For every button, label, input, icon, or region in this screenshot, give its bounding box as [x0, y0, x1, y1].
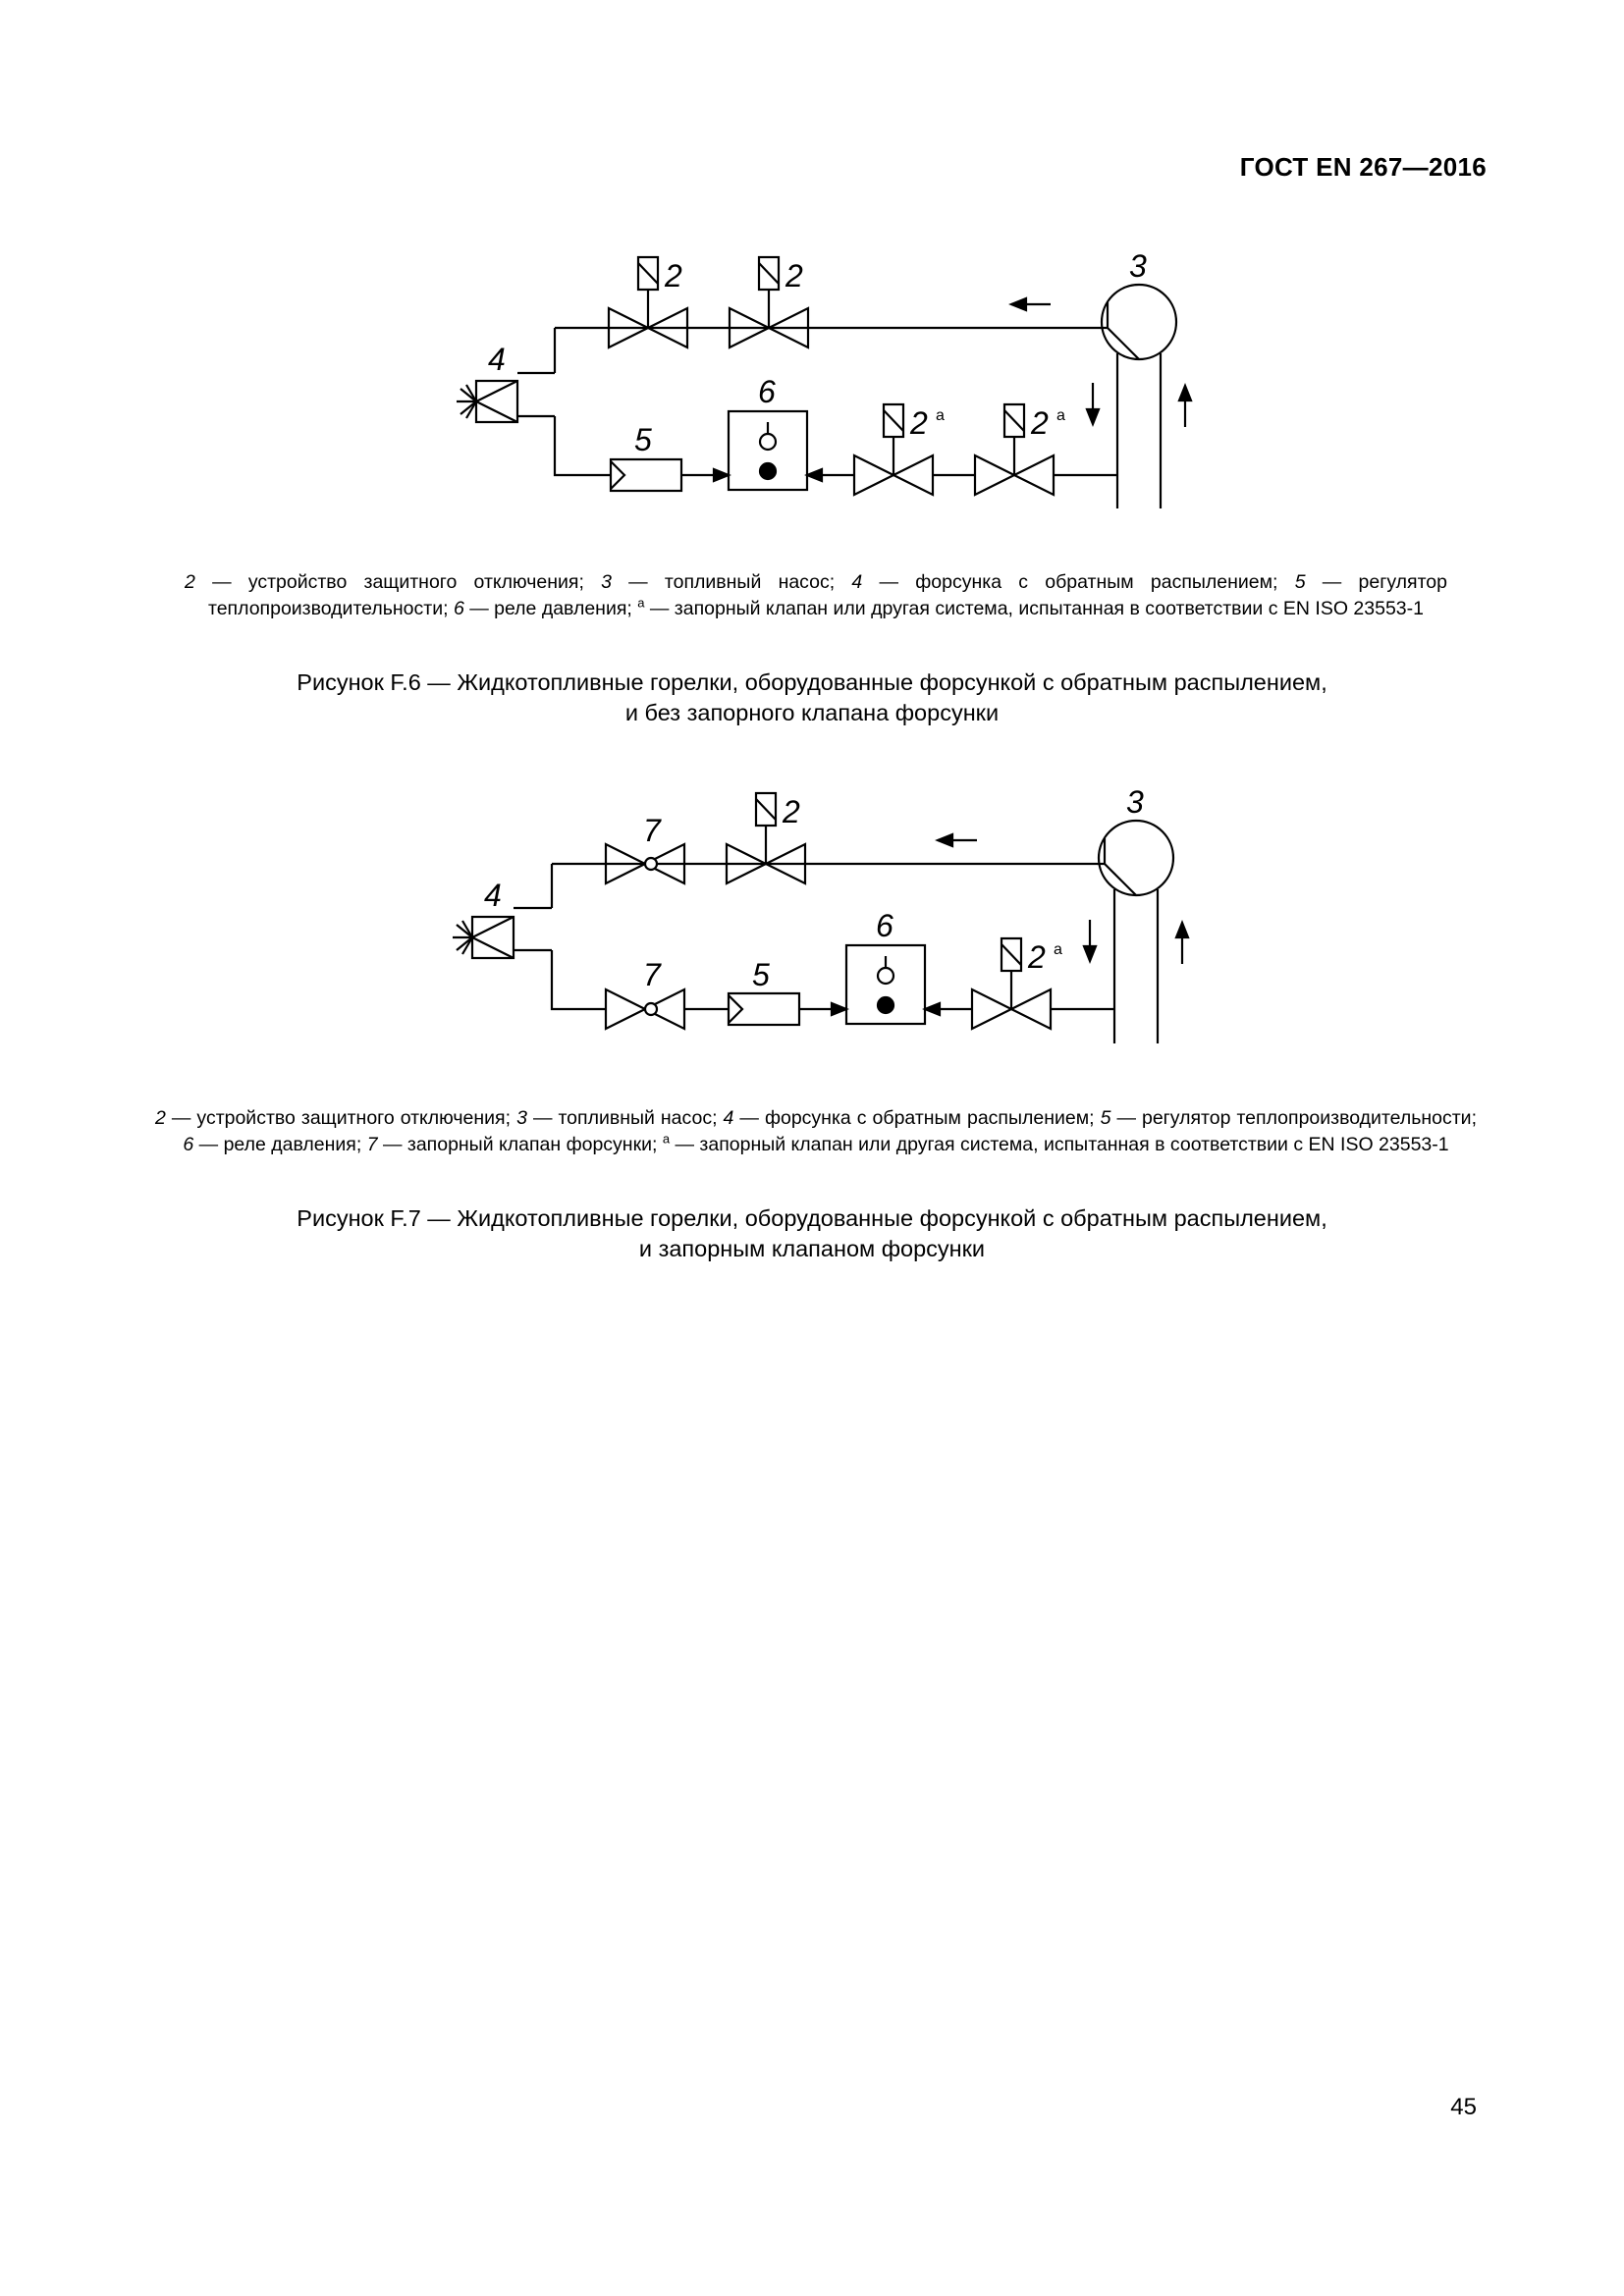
legend-item-text: — реле давления;	[193, 1134, 367, 1155]
fuel-pump	[1099, 821, 1173, 895]
return-nozzle	[457, 381, 517, 422]
caption-line: Рисунок F.6 — Жидкотопливные горелки, оборудованные форсункой с обратным распылением,	[297, 669, 1327, 695]
document-header: ГОСТ EN 267—2016	[1239, 152, 1487, 182]
legend-item-text: — запорный клапан форсунки;	[377, 1134, 663, 1155]
footnote-mark: а	[1054, 941, 1062, 958]
footnote-mark: а	[1056, 407, 1065, 424]
label-pump: 3	[1129, 248, 1147, 284]
figure-f6-legend	[185, 569, 1447, 622]
legend-item-number: 3	[601, 571, 612, 593]
figure-f6-caption	[147, 667, 1477, 728]
flow-arrow-right	[832, 1003, 846, 1015]
legend-item-text: — топливный насос;	[611, 571, 852, 593]
flow-arrow-up	[1179, 386, 1191, 427]
legend-item-number: 6	[183, 1134, 194, 1155]
legend-item-footnote-mark: а	[637, 595, 645, 611]
label-safety-device: 2	[910, 405, 928, 441]
label-pump: 3	[1126, 784, 1144, 820]
page-number: 45	[1450, 2094, 1477, 2120]
legend-item-text: — запорный клапан или другая система, испытанная в соответствии с EN ISO 23553-1	[670, 1134, 1449, 1155]
legend-item-text: — запорный клапан или другая система, испытанная в соответствии с EN ISO 23553-1	[644, 598, 1424, 619]
legend-item-number: 3	[516, 1107, 527, 1129]
pressure-switch	[846, 945, 925, 1024]
figure-f7-caption	[147, 1203, 1477, 1264]
legend-item-number: 2	[185, 571, 195, 593]
legend-item-text: — регулятор теплопроизводительности;	[1110, 1107, 1477, 1129]
flow-arrow-up	[1176, 923, 1188, 964]
label-nozzle: 4	[484, 878, 502, 913]
footnote-mark: а	[936, 407, 945, 424]
label-safety-device: 2	[785, 258, 803, 294]
flow-arrow-left	[925, 1003, 940, 1015]
legend-item-number: 4	[851, 571, 863, 593]
legend-item-number: 2	[155, 1107, 166, 1129]
legend-item-text: — форсунка с обратным распылением;	[733, 1107, 1101, 1129]
label-nozzle: 4	[488, 342, 506, 377]
flow-arrow-down	[1087, 383, 1099, 424]
output-regulator	[729, 993, 799, 1025]
nozzle-valve	[606, 989, 684, 1029]
flow-arrow-left	[807, 469, 822, 481]
fuel-pump	[1102, 285, 1176, 359]
legend-item-number: 6	[453, 598, 464, 619]
pressure-switch	[729, 411, 807, 490]
output-regulator	[611, 459, 681, 491]
label-safety-device: 2	[665, 258, 682, 294]
legend-item-number: 4	[723, 1107, 734, 1129]
legend-item-text: — устройство защитного отключения;	[165, 1107, 517, 1129]
legend-item-text: — форсунка с обратным распылением;	[862, 571, 1295, 593]
label-safety-device: 2	[783, 794, 800, 829]
label-pressure-switch: 6	[758, 374, 776, 409]
label-safety-device: 2	[1028, 939, 1046, 975]
legend-item-text: — устройство защитного отключения;	[194, 571, 602, 593]
return-nozzle	[453, 917, 514, 958]
legend-item-footnote-mark: а	[662, 1131, 671, 1147]
return-line	[555, 416, 611, 475]
figure-f7-legend	[155, 1105, 1477, 1158]
label-safety-device: 2	[1031, 405, 1049, 441]
legend-item-text: — регулятор теплопроизводительности;	[207, 571, 1447, 619]
legend-item-number: 7	[366, 1134, 378, 1155]
caption-line: Рисунок F.7 — Жидкотопливные горелки, оборудованные форсункой с обратным распылением,	[297, 1205, 1327, 1231]
caption-line: и запорным клапаном форсунки	[638, 1236, 986, 1261]
flow-arrow-left	[938, 834, 977, 846]
flow-arrow-left	[1011, 298, 1051, 310]
label-nozzle-valve: 7	[643, 813, 661, 848]
legend-item-number: 5	[1294, 571, 1306, 593]
legend-item-text: — реле давления;	[463, 598, 638, 619]
caption-line: и без запорного клапана форсунки	[624, 700, 1000, 725]
figure-f6-diagram	[0, 240, 1624, 525]
return-line	[552, 950, 606, 1009]
figure-f7-diagram	[0, 775, 1624, 1060]
label-nozzle-valve: 7	[643, 957, 661, 992]
flow-arrow-right	[714, 469, 729, 481]
label-pressure-switch: 6	[876, 908, 893, 943]
label-regulator: 5	[752, 957, 770, 992]
label-regulator: 5	[634, 422, 652, 457]
flow-arrow-down	[1084, 920, 1096, 961]
legend-item-text: — топливный насос;	[526, 1107, 724, 1129]
legend-item-number: 5	[1100, 1107, 1111, 1129]
